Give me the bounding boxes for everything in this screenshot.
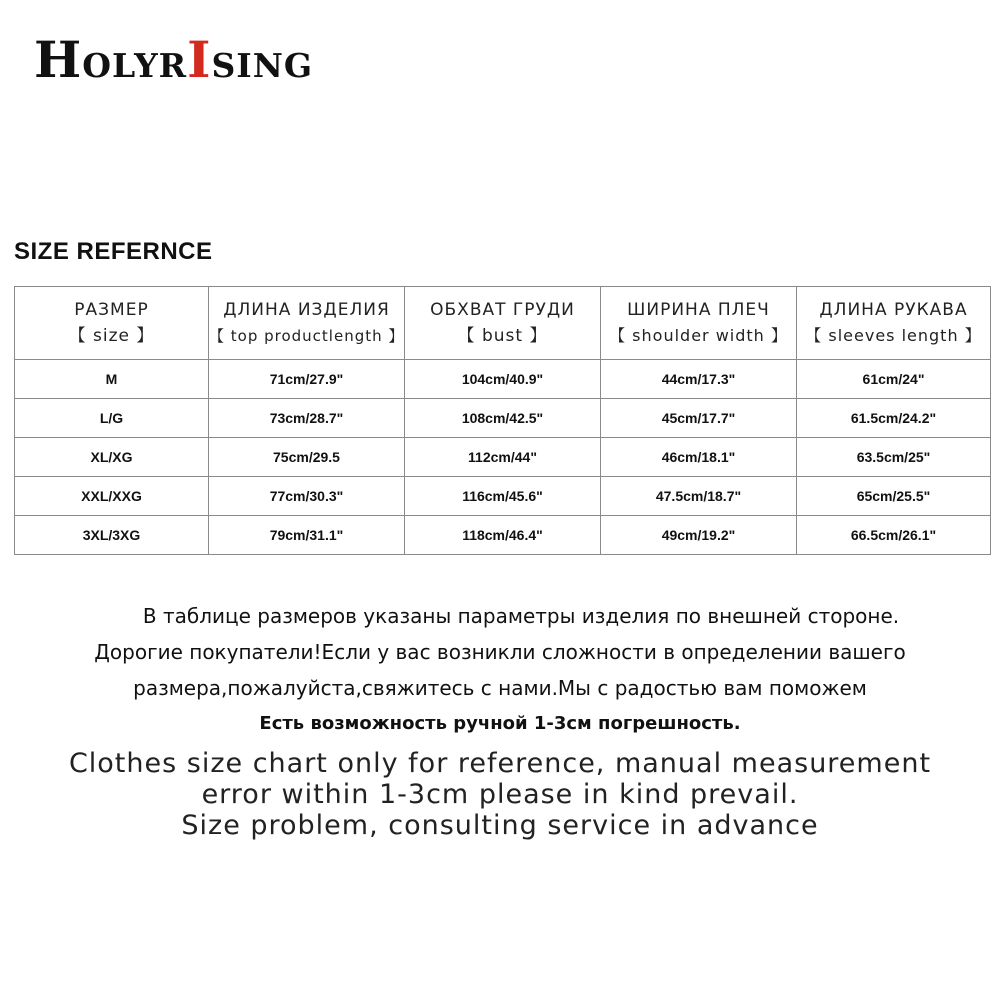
- section-title: SIZE REFERNCE: [14, 238, 213, 265]
- header-bust: [405, 287, 601, 360]
- cell-sleeve: 61cm/24": [797, 360, 991, 399]
- header-en-label: 【 size 】: [68, 326, 155, 346]
- cell-size: 3XL/3XG: [15, 516, 209, 555]
- brand-logo: [34, 30, 314, 89]
- header-length: [209, 287, 405, 360]
- cell-length: 79cm/31.1": [209, 516, 405, 555]
- cell-size: XL/XG: [15, 438, 209, 477]
- cell-length: 75cm/29.5: [209, 438, 405, 477]
- en-note-line: Clothes size chart only for reference, manual measurement: [68, 748, 932, 779]
- cell-shoulder: 45cm/17.7": [601, 399, 797, 438]
- en-note-line: Size problem, consulting service in advance: [181, 810, 819, 841]
- cell-bust: 104cm/40.9": [405, 360, 601, 399]
- header-ru-label: ШИРИНА ПЛЕЧ: [627, 300, 770, 320]
- size-chart-table: [14, 286, 991, 555]
- cell-shoulder: 49cm/19.2": [601, 516, 797, 555]
- cell-length: 77cm/30.3": [209, 477, 405, 516]
- table-row: [15, 516, 991, 555]
- cell-shoulder: 46cm/18.1": [601, 438, 797, 477]
- header-en-label: 【 shoulder width 】: [609, 326, 788, 345]
- cell-size: L/G: [15, 399, 209, 438]
- logo-letter-i: I: [187, 30, 212, 89]
- cell-sleeve: 66.5cm/26.1": [797, 516, 991, 555]
- cell-sleeve: 65cm/25.5": [797, 477, 991, 516]
- ru-note-line: В таблице размеров указаны параметры изделия по внешней стороне.: [142, 604, 900, 628]
- table-row: [15, 360, 991, 399]
- cell-size: XXL/XXG: [15, 477, 209, 516]
- russian-notes: [0, 598, 1000, 742]
- cell-size: M: [15, 360, 209, 399]
- cell-shoulder: 47.5cm/18.7": [601, 477, 797, 516]
- header-ru-label: ДЛИНА РУКАВА: [819, 300, 968, 320]
- cell-sleeve: 61.5cm/24.2": [797, 399, 991, 438]
- cell-bust: 108cm/42.5": [405, 399, 601, 438]
- header-ru-label: ОБХВАТ ГРУДИ: [430, 300, 575, 320]
- header-en-label: 【 sleeves length 】: [805, 326, 982, 345]
- cell-length: 71cm/27.9": [209, 360, 405, 399]
- logo-text-sing: SING: [211, 46, 314, 85]
- header-shoulder: [601, 287, 797, 360]
- cell-bust: 118cm/46.4": [405, 516, 601, 555]
- cell-length: 73cm/28.7": [209, 399, 405, 438]
- en-note-line: error within 1-3cm please in kind prevail.: [201, 779, 799, 810]
- cell-shoulder: 44cm/17.3": [601, 360, 797, 399]
- ru-note-line: размера,пожалуйста,свяжитесь с нами.Мы с радостью вам поможем: [133, 676, 867, 700]
- cell-sleeve: 63.5cm/25": [797, 438, 991, 477]
- english-notes: [0, 748, 1000, 841]
- header-sleeve: [797, 287, 991, 360]
- table-row: [15, 477, 991, 516]
- table-row: [15, 399, 991, 438]
- ru-note-line: Есть возможность ручной 1-3см погрешность.: [259, 713, 741, 734]
- header-ru-label: РАЗМЕР: [74, 300, 149, 320]
- ru-note-line: Дорогие покупатели!Если у вас возникли сложности в определении вашего: [94, 640, 906, 664]
- logo-letter-h: H: [34, 30, 83, 89]
- table-row: [15, 438, 991, 477]
- header-ru-label: ДЛИНА ИЗДЕЛИЯ: [223, 300, 390, 320]
- header-en-label: 【 top productlength 】: [209, 327, 405, 345]
- cell-bust: 112cm/44": [405, 438, 601, 477]
- table-header-row: [15, 287, 991, 360]
- header-size: [15, 287, 209, 360]
- logo-text-olyr: OLYR: [82, 46, 188, 85]
- cell-bust: 116cm/45.6": [405, 477, 601, 516]
- header-en-label: 【 bust 】: [457, 326, 548, 346]
